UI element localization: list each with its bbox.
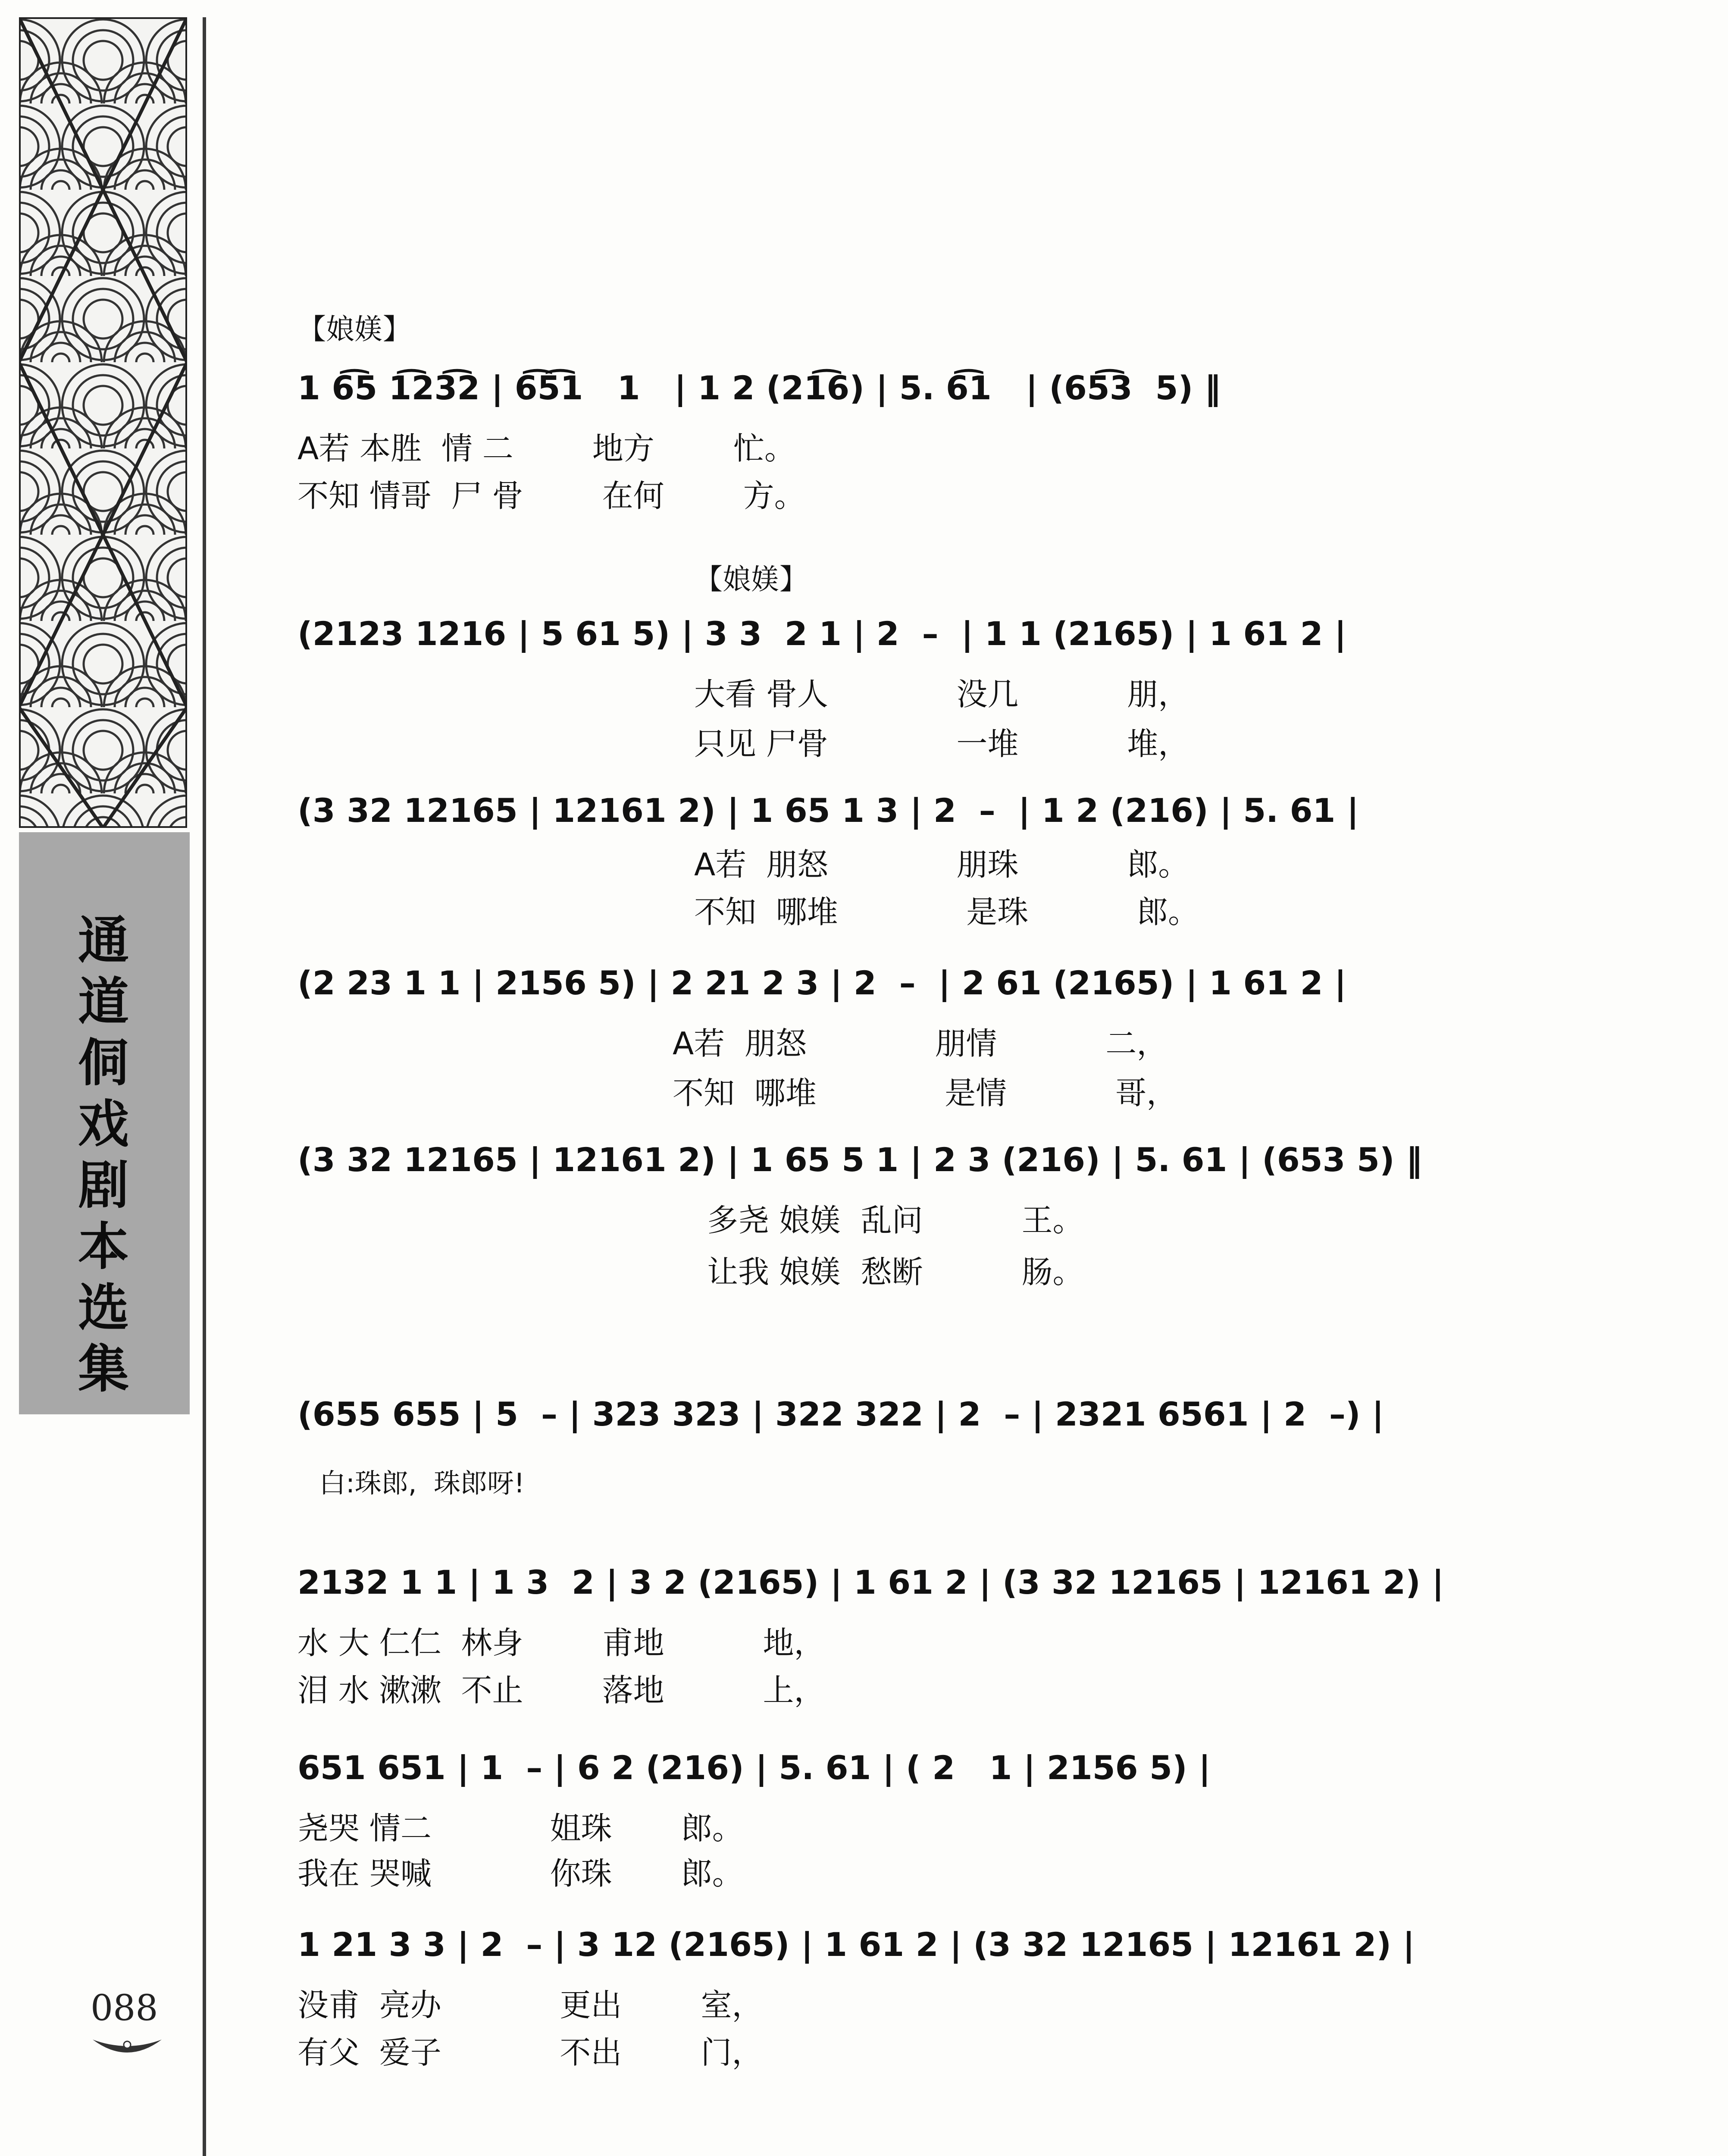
lyric-line: 没甫 亮办 更出 室，	[297, 1987, 763, 2023]
jianpu-notation: (2123 1216 | 5 61 5) | 3 3 2 1 | 2 – | 1 1 (2165) | 1 61 2 |	[297, 614, 1346, 653]
page-ornament	[88, 2035, 166, 2061]
book-title	[71, 910, 136, 1400]
book-title-text: 通道侗戏剧本选集	[78, 910, 129, 1399]
music-line	[297, 1923, 1548, 1979]
jianpu-notation: 2132 1 1 | 1 3 2 | 3 2 (2165) | 1 61 2 | (3 32 12165 | 12161 2) |	[297, 1563, 1444, 1601]
jianpu-notation: (3 32 12165 | 12161 2) | 1 65 1 3 | 2 – | 1 2 (216) | 5. 61 |	[297, 791, 1359, 830]
music-line	[297, 1393, 1548, 1449]
lyric-line: A若 本胜 情 二 地方 忙。	[297, 430, 795, 467]
jianpu-notation: 1 21 3 3 | 2 – | 3 12 (2165) | 1 61 2 | (3 32 12165 | 12161 2) |	[297, 1925, 1415, 1964]
lyric-line: 只见 尸骨 一堆 堆，	[694, 726, 1190, 762]
music-line	[297, 1138, 1548, 1194]
lyric-line: A若 朋怒 朋情 二，	[673, 1025, 1168, 1062]
jianpu-notation: (655 655 | 5 – | 323 323 | 322 322 | 2 – | 2321 6561 | 2 –) |	[297, 1395, 1384, 1433]
cloud-pattern-ornament	[19, 17, 187, 828]
lyric-line: 大看 骨人 没几 朋，	[694, 676, 1190, 712]
lyric-line: 让我 娘媄 愁断 肠。	[707, 1254, 1084, 1290]
jianpu-notation: 651 651 | 1 – | 6 2 (216) | 5. 61 | ( 2 1 | 2156 5) |	[297, 1749, 1211, 1787]
role-label: 【娘媄】	[694, 563, 808, 596]
music-line	[297, 1561, 1548, 1617]
lyric-line: 不知 哪堆 是情 哥，	[673, 1075, 1178, 1111]
music-line	[297, 1746, 1548, 1802]
lyric-line: 不知 哪堆 是珠 郎。	[694, 894, 1199, 930]
jianpu-notation: 1 6͡5 1͡23͡2 | 6͡5͡1 1 | 1 2 (21͡6) | 5. 6͡1 | (65͡3 5) ‖	[297, 369, 1221, 407]
page-number: 088	[91, 1988, 158, 2029]
role-label: 【娘媄】	[297, 313, 411, 346]
lyric-line: 多尧 娘媄 乱问 王。	[707, 1202, 1084, 1238]
lyric-line: 不知 情哥 尸 骨 在何 方。	[297, 478, 805, 514]
spoken-line: 白:珠郎, 珠郎呀!	[319, 1467, 525, 1499]
lyric-line: A若 朋怒 朋珠 郎。	[694, 846, 1190, 883]
lyric-line: 有父 爱子 不出 门，	[297, 2034, 763, 2071]
lyric-line: 泪 水 漱漱 不止 落地 上，	[297, 1672, 825, 1708]
music-line	[297, 612, 1548, 668]
lyric-line: 水 大 仁仁 林身 甫地 地，	[297, 1625, 825, 1661]
jianpu-notation: (2 23 1 1 | 2156 5) | 2 21 2 3 | 2 – | 2 61 (2165) | 1 61 2 |	[297, 964, 1346, 1002]
lyric-line: 我在 哭喊 你珠 郎。	[297, 1855, 743, 1892]
music-line	[297, 789, 1548, 845]
margin-rule	[203, 17, 206, 2156]
jianpu-notation: (3 32 12165 | 12161 2) | 1 65 5 1 | 2 3 (216) | 5. 61 | (653 5) ‖	[297, 1141, 1423, 1179]
music-line	[297, 367, 1548, 423]
lyric-line: 尧哭 情二 姐珠 郎。	[297, 1810, 743, 1846]
music-line	[297, 962, 1548, 1018]
